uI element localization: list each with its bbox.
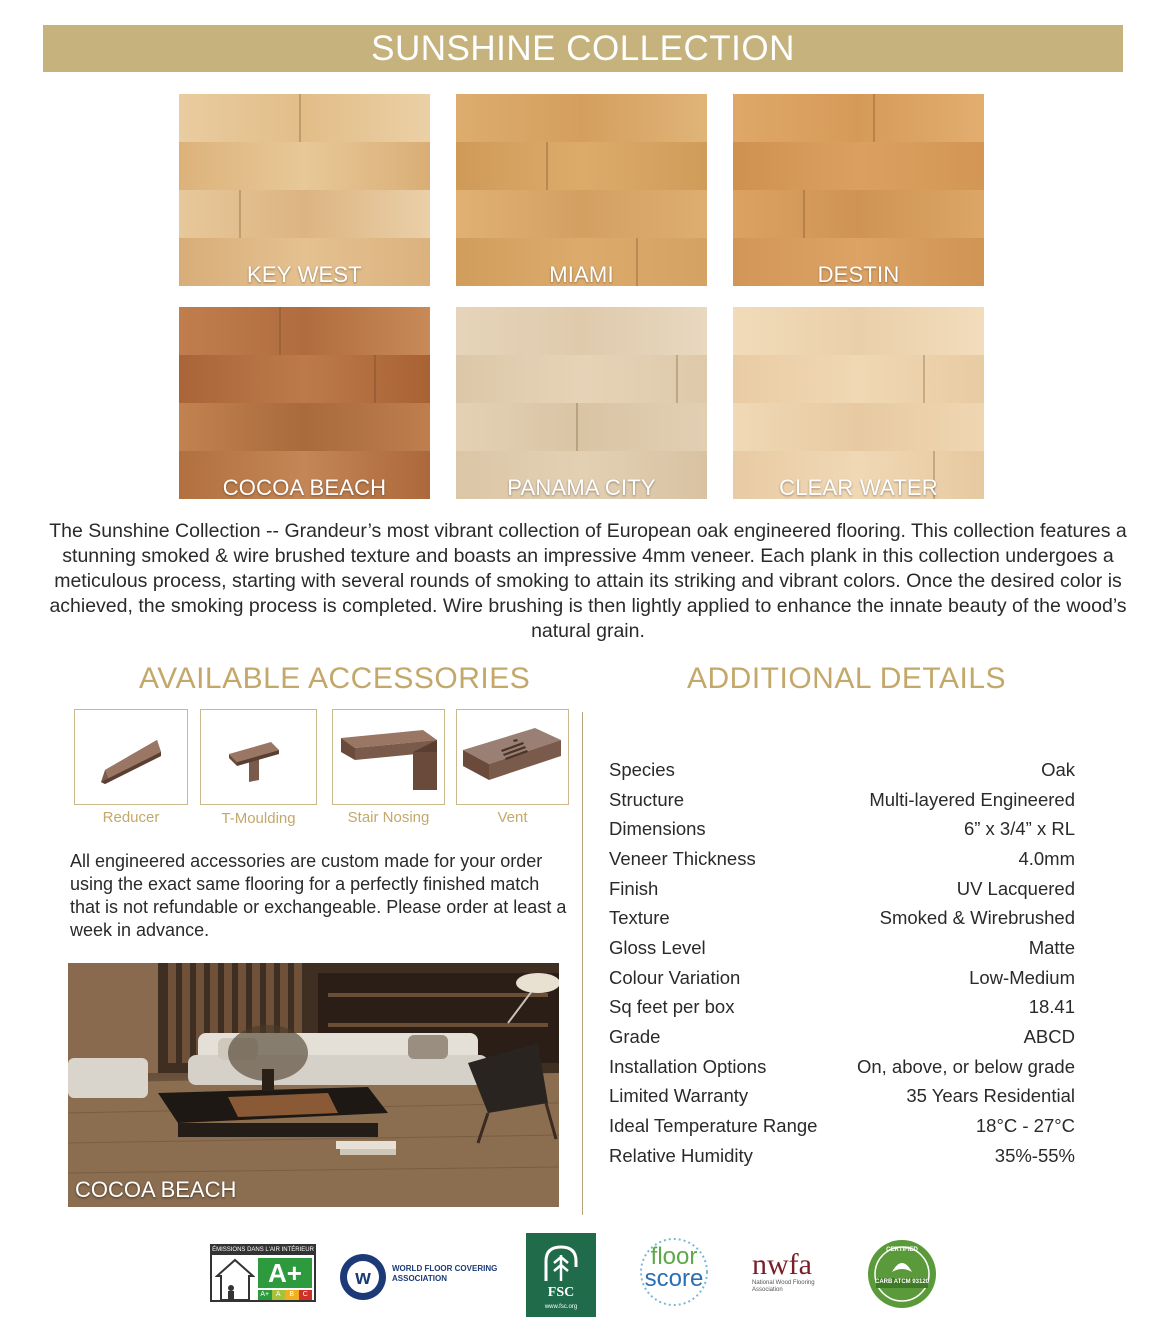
- accessory-stair-nosing[interactable]: [332, 709, 445, 805]
- accessory-label: Stair Nosing: [347, 809, 430, 826]
- detail-value: 18.41: [1028, 996, 1075, 1018]
- detail-row: [609, 993, 1075, 1023]
- detail-value: Low-Medium: [969, 966, 1075, 988]
- detail-key: Relative Humidity: [609, 1144, 753, 1166]
- swatch-label: KEY WEST: [247, 262, 362, 286]
- wfca-logo: [338, 1252, 508, 1302]
- nwfa-text: nwfa: [752, 1248, 812, 1281]
- detail-row: [609, 1082, 1075, 1112]
- swatch-destin: [733, 94, 984, 286]
- detail-key: Species: [609, 758, 675, 780]
- emissions-scale-step: C: [299, 1290, 313, 1300]
- detail-key: Colour Variation: [609, 966, 741, 988]
- detail-key: Ideal Temperature Range: [609, 1115, 818, 1137]
- accessory-t-moulding[interactable]: [200, 709, 317, 805]
- room-scene-image: [68, 963, 559, 1207]
- swatch-label: MIAMI: [549, 262, 614, 286]
- fsc-url: www.fsc.org: [544, 1304, 578, 1310]
- detail-value: Matte: [1028, 936, 1075, 958]
- swatch-panama-city: [456, 307, 707, 499]
- accessory-label: Reducer: [102, 809, 160, 826]
- collection-title: SUNSHINE COLLECTION: [371, 28, 795, 68]
- nwfa-subtitle: National Wood Flooring Association: [752, 1280, 815, 1293]
- detail-key: Texture: [609, 907, 670, 929]
- fsc-tree-icon: [526, 1237, 596, 1287]
- detail-key: Installation Options: [609, 1055, 767, 1077]
- swatch-label: PANAMA CITY: [507, 475, 656, 499]
- floorscore-line-1: floor: [650, 1243, 698, 1270]
- carb-text: CARB ATCM 93120: [874, 1279, 929, 1285]
- floorscore-line-2: score: [644, 1265, 704, 1292]
- room-photo: [68, 963, 559, 1207]
- reducer-profile-icon: [75, 710, 187, 804]
- detail-row: [609, 755, 1075, 785]
- detail-value: 6” x 3/4” x RL: [963, 818, 1075, 840]
- detail-row: [609, 874, 1075, 904]
- accessory-vent[interactable]: [456, 709, 569, 805]
- accessory-label: Vent: [497, 809, 528, 826]
- floorscore-logo: [632, 1236, 716, 1308]
- swatch-label: CLEAR WATER: [779, 475, 938, 499]
- detail-key: Dimensions: [609, 818, 706, 840]
- detail-key: Structure: [609, 788, 685, 810]
- emissions-scale-step: A: [272, 1290, 286, 1300]
- vent-icon: [457, 710, 568, 804]
- details-title: ADDITIONAL DETAILS: [687, 662, 1007, 695]
- emissions-caption: ÉMISSIONS DANS L'AIR INTÉRIEUR: [212, 1247, 314, 1253]
- wfca-line-2: ASSOCIATION: [392, 1274, 447, 1283]
- emissions-scale-step: A+: [258, 1290, 272, 1300]
- detail-value: Smoked & Wirebrushed: [879, 907, 1075, 929]
- detail-row: [609, 933, 1075, 963]
- carb-top-text: CERTIFIED: [886, 1247, 918, 1253]
- swatch-key-west: [179, 94, 430, 286]
- detail-key: Finish: [609, 877, 659, 899]
- detail-value: Multi-layered Engineered: [869, 788, 1075, 810]
- wfca-line-1: WORLD FLOOR COVERING: [392, 1264, 498, 1273]
- detail-row: [609, 903, 1075, 933]
- accessories-note: All engineered accessories are custom made for your order using the exact same flooring for a perfectly finished match that is not refundable or exchangeable. Please order at least a week in advance.: [70, 851, 567, 940]
- room-photo-label: COCOA BEACH: [75, 1177, 237, 1202]
- detail-key: Gloss Level: [609, 936, 706, 958]
- svg-text:w: w: [355, 1267, 371, 1289]
- detail-row: [609, 963, 1075, 993]
- accessories-title: AVAILABLE ACCESSORIES: [139, 662, 531, 695]
- detail-row: [609, 785, 1075, 815]
- wfca-emblem-icon: [338, 1252, 388, 1302]
- accessory-label: T-Moulding: [221, 810, 296, 827]
- swatch-clear-water: [733, 307, 984, 499]
- detail-value: ABCD: [1023, 1026, 1075, 1048]
- detail-key: Limited Warranty: [609, 1085, 749, 1107]
- accessory-reducer[interactable]: [74, 709, 188, 805]
- detail-row: [609, 844, 1075, 874]
- detail-value: UV Lacquered: [956, 877, 1075, 899]
- detail-key: Sq feet per box: [609, 996, 735, 1018]
- detail-value: Oak: [1041, 758, 1075, 780]
- detail-key: Veneer Thickness: [609, 847, 756, 869]
- emissions-grade: A+: [258, 1258, 312, 1288]
- detail-row: [609, 1022, 1075, 1052]
- collection-description: The Sunshine Collection -- Grandeur’s most vibrant collection of European oak engineered flooring. This collection features a stunning smoked & wire brushed texture and boasts an impressive 4mm veneer. Each plank in this collection undergoes a meticulous process, starting with several rounds of smoking to attain its striking and vibrant colors. Once the desired color is achieved, the smoking process is completed. Wire brushing is then lightly applied to enhance the innate beauty of the wood’s natural grain.: [49, 520, 1127, 642]
- detail-value: 4.0mm: [1018, 847, 1075, 869]
- carb-logo: [862, 1238, 942, 1310]
- stair-nosing-profile-icon: [333, 710, 444, 804]
- swatch-cocoa-beach: [179, 307, 430, 499]
- column-divider: [582, 712, 583, 1215]
- detail-row: [609, 1111, 1075, 1141]
- detail-value: 18°C - 27°C: [975, 1115, 1075, 1137]
- nwfa-logo: [752, 1250, 834, 1300]
- emissions-logo: [210, 1244, 316, 1302]
- fsc-text: FSC: [547, 1285, 575, 1300]
- detail-key: Grade: [609, 1026, 661, 1048]
- t-moulding-profile-icon: [201, 710, 316, 804]
- swatch-label: DESTIN: [817, 262, 900, 286]
- detail-value: On, above, or below grade: [856, 1055, 1075, 1077]
- detail-value: 35 Years Residential: [906, 1085, 1075, 1107]
- detail-row: [609, 1052, 1075, 1082]
- emissions-scale: [258, 1290, 312, 1300]
- swatch-label: COCOA BEACH: [222, 475, 387, 499]
- house-icon: [215, 1258, 255, 1302]
- details-table: [609, 755, 1075, 1171]
- collection-header-bar: [43, 25, 1123, 72]
- swatch-miami: [456, 94, 707, 286]
- emissions-scale-step: B: [285, 1290, 299, 1300]
- detail-row: [609, 1141, 1075, 1171]
- fsc-logo: [526, 1233, 596, 1317]
- detail-row: [609, 814, 1075, 844]
- detail-value: 35%-55%: [994, 1144, 1075, 1166]
